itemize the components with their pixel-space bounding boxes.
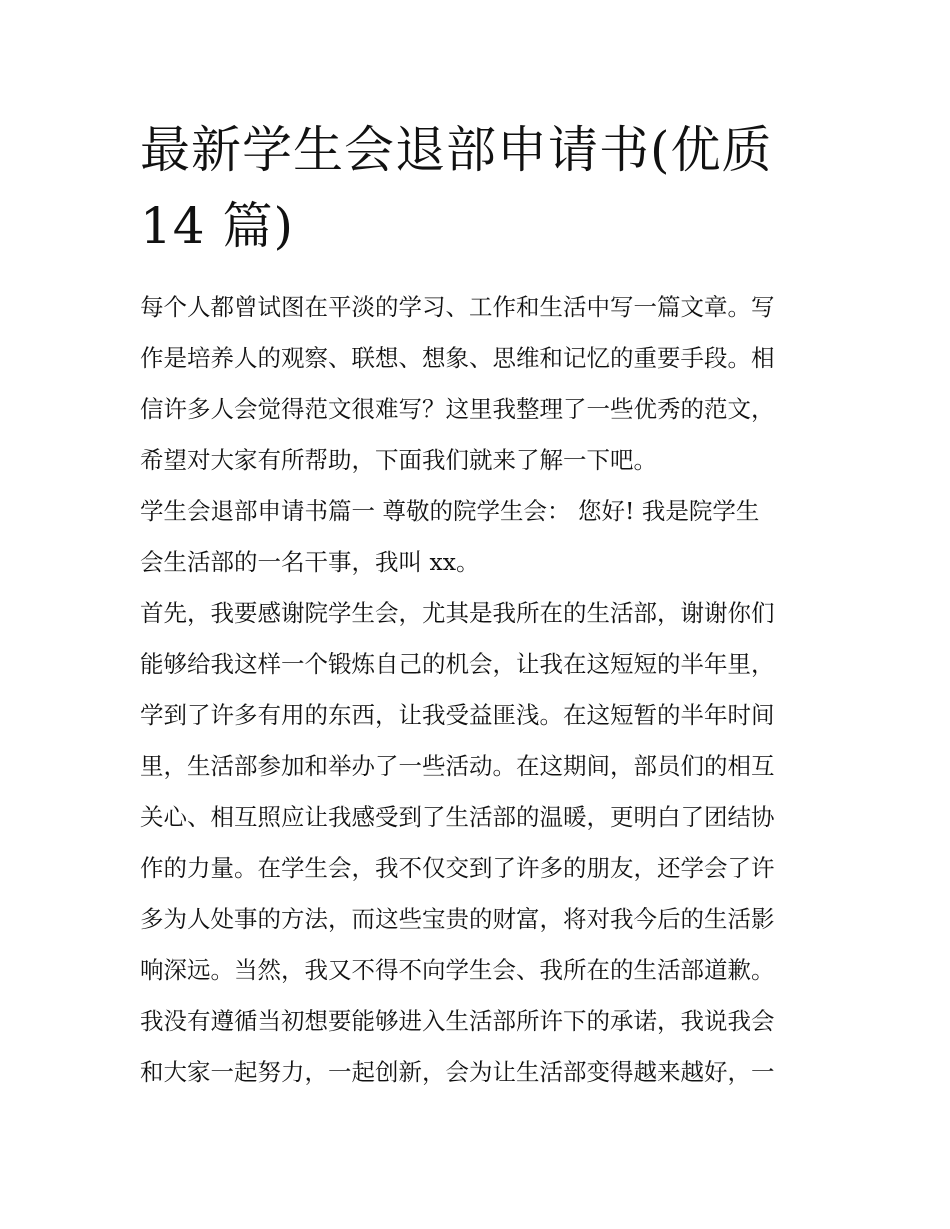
document-body — [140, 282, 820, 1098]
paragraph-main: 首先，我要感谢院学生会，尤其是我所在的生活部，谢谢你们 能够给我这样一个锻炼自己的机会，让我在这短短的半年里， 学到了许多有用的东西，让我受益匪浅。在这短暂的半年时间 里，生活部参加和举办了一些活动。在这期间，部员们的相互 关心、相互照应让我感受到了生活部的温暖，更明白了团结协 作的力量。在学生会，我不仅交到了许多的朋友，还学会了许 多为人处事的方法，而这些宝贵的财富，将对我今后的生活影 响深远。当然，我又不得不向学生会、我所在的生活部道歉。 我没有遵循当初想要能够进入生活部所许下的承诺，我说我会 和大家一起努力，一起创新，会为让生活部变得越来越好，一 — [140, 599, 775, 1086]
paragraph-intro: 每个人都曾试图在平淡的学习、工作和生活中写一篇文章。写 作是培养人的观察、联想、想象、思维和记忆的重要手段。相 信许多人会觉得范文很难写？这里我整理了一些优秀的范文， 希望对大家有所帮助，下面我们就来了解一下吧。 — [140, 293, 775, 474]
paragraph-greeting: 学生会退部申请书篇一 尊敬的院学生会： 您好! 我是院学生 会生活部的一名干事，我叫 xx。 — [140, 497, 760, 576]
document-title: 最新学生会退部申请书(优质 14 篇) — [140, 121, 773, 255]
